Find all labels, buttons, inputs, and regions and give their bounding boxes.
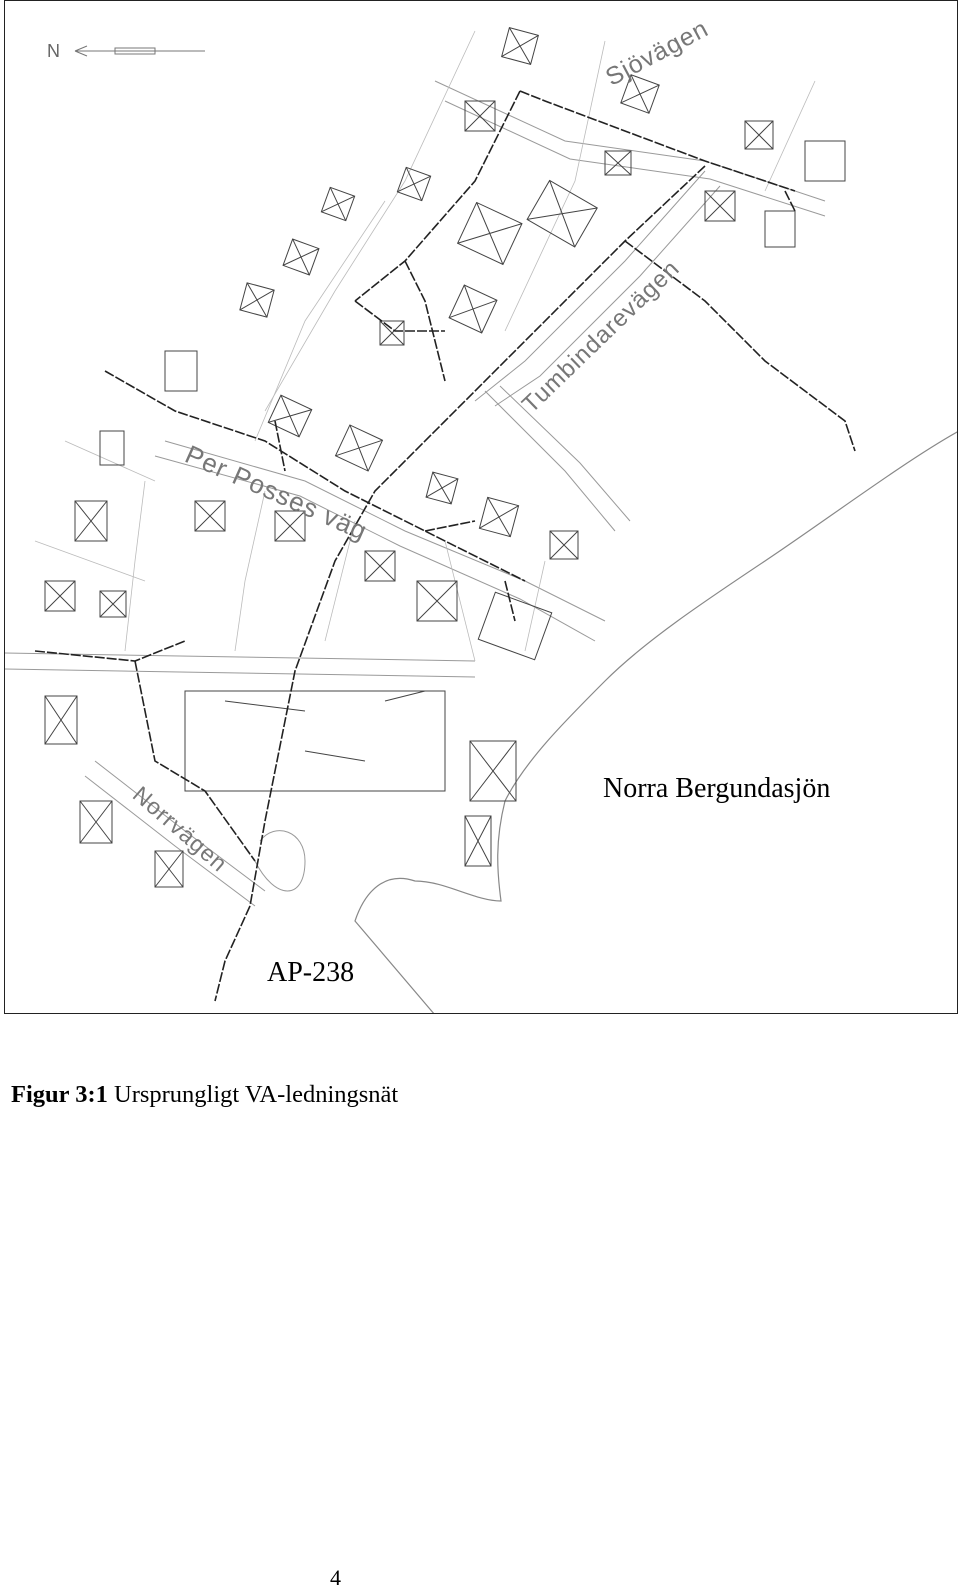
va-lines [35,91,855,1001]
map-drawing [5,1,958,1014]
street-label-tumbindarevagen: Tumbindarevägen [517,254,686,419]
north-arrow-icon [75,46,205,56]
street-label-per-posses-vag: Per Posses väg [180,439,373,547]
figure-caption [11,1081,398,1109]
street-label-norrvagen: Norrvägen [127,781,233,877]
street-label-sjovagen: Sjövägen [601,14,714,92]
north-symbol: N [47,41,60,61]
lake-label: Norra Bergundasjön [603,773,831,804]
point-label: AP-238 [267,957,355,988]
figure-caption-prefix: Figur 3:1 [11,1081,108,1108]
figure-caption-text: Ursprungligt VA-ledningsnät [114,1081,399,1108]
map-frame [4,0,958,1014]
property-lines [35,31,815,661]
buildings [45,28,845,887]
page-number: 4 [330,1565,341,1590]
